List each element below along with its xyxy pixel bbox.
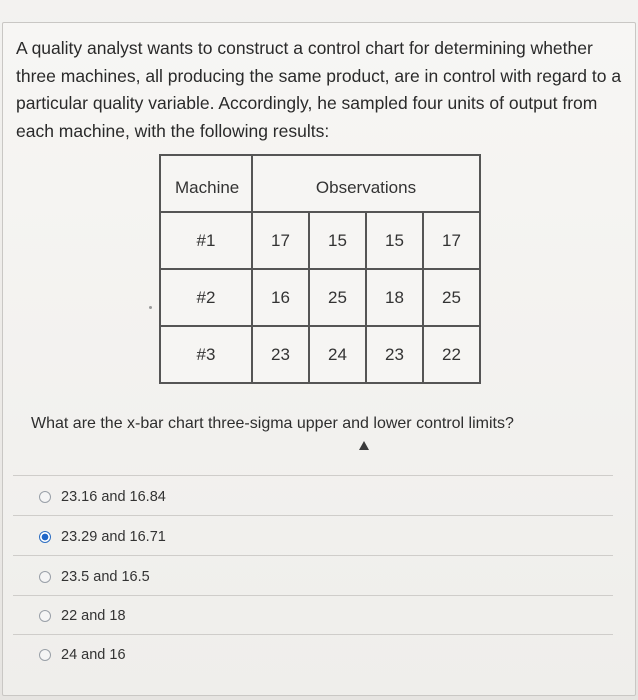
- divider: [13, 555, 613, 556]
- observation-cell: 22: [423, 326, 480, 383]
- machine-cell: #2: [160, 269, 252, 326]
- observation-cell: 15: [366, 212, 423, 269]
- observations-table-wrapper: [159, 154, 481, 384]
- divider: [13, 634, 613, 635]
- observation-cell: 23: [366, 326, 423, 383]
- header-observations: Observations: [252, 155, 480, 212]
- observation-cell: 17: [423, 212, 480, 269]
- table-row: [160, 269, 480, 326]
- question-card: [2, 22, 636, 696]
- observation-cell: 23: [252, 326, 309, 383]
- answer-option-label: 23.16 and 16.84: [61, 489, 166, 505]
- radio-button[interactable]: [39, 610, 51, 622]
- stray-dot: [149, 306, 152, 309]
- answer-option-label: 22 and 18: [61, 608, 126, 624]
- mouse-cursor-icon: [359, 441, 369, 450]
- radio-button[interactable]: [39, 571, 51, 583]
- observation-cell: 25: [423, 269, 480, 326]
- observation-cell: 17: [252, 212, 309, 269]
- table-row: [160, 212, 480, 269]
- radio-button[interactable]: [39, 649, 51, 661]
- answer-option-2[interactable]: [39, 529, 166, 545]
- answer-option-label: 23.5 and 16.5: [61, 569, 150, 585]
- answer-option-label: 23.29 and 16.71: [61, 529, 166, 545]
- radio-button-selected[interactable]: [39, 531, 51, 543]
- machine-cell: #3: [160, 326, 252, 383]
- question-text: A quality analyst wants to construct a control chart for determining whether three machines, all producing the same product, are in control with regard to a particular quality variable. Accordingly, he sampled four units of output from each machine, with the following results:: [16, 38, 622, 141]
- table-row: [160, 326, 480, 383]
- answer-option-1[interactable]: [39, 489, 166, 505]
- observation-cell: 25: [309, 269, 366, 326]
- radio-button[interactable]: [39, 491, 51, 503]
- answer-option-3[interactable]: [39, 569, 150, 585]
- machine-cell: #1: [160, 212, 252, 269]
- sub-question-text: What are the x-bar chart three-sigma upper and lower control limits?: [31, 415, 514, 432]
- observation-cell: 24: [309, 326, 366, 383]
- header-machine: Machine: [160, 155, 252, 212]
- divider: [13, 515, 613, 516]
- answer-option-4[interactable]: [39, 608, 126, 624]
- observation-cell: 15: [309, 212, 366, 269]
- answer-option-label: 24 and 16: [61, 647, 126, 663]
- table-header-row: [160, 155, 480, 212]
- divider: [13, 475, 613, 476]
- divider: [13, 595, 613, 596]
- answer-option-5[interactable]: [39, 647, 126, 663]
- observation-cell: 16: [252, 269, 309, 326]
- observations-table: [159, 154, 481, 384]
- observation-cell: 18: [366, 269, 423, 326]
